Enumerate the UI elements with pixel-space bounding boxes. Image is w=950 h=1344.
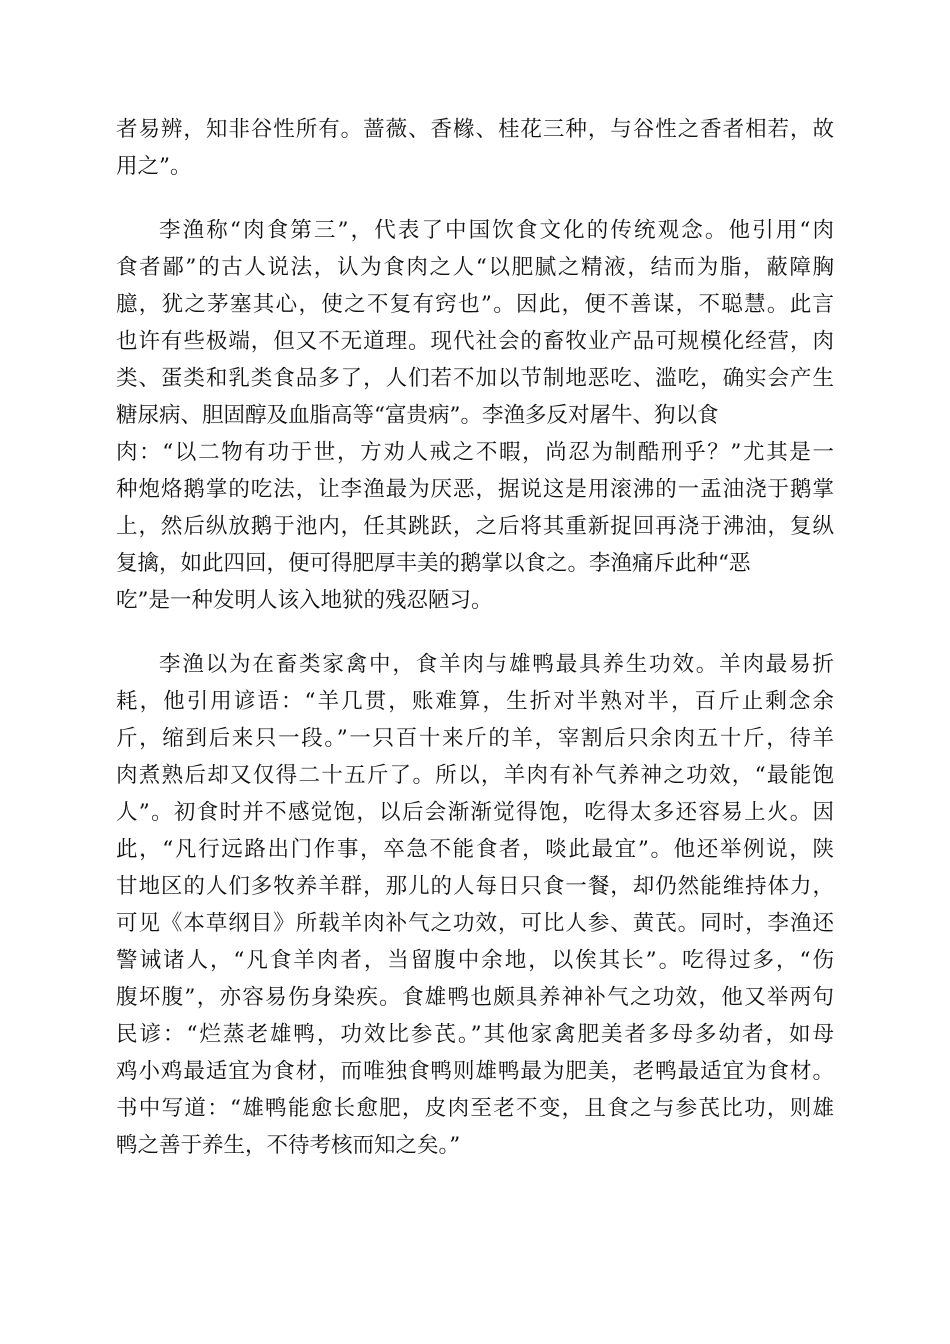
text-line: 用之”。	[116, 154, 192, 179]
text-line: 李渔以为在畜类家禽中，食羊肉与雄鸭最具养生功效。羊肉最易折	[159, 652, 834, 677]
text-line: 上，然后纵放鹅于池内，任其跳跃，之后将其重新捉回再浇于沸油，复纵	[116, 514, 834, 539]
text-line: 斤，缩到后来只一段。”一只百十来斤的羊，宰割后只余肉五十斤，待羊	[116, 726, 834, 751]
text-line: 书中写道：“雄鸭能愈长愈肥，皮肉至老不变，且食之与参芪比功，则雄	[116, 1096, 834, 1121]
text-line: 者易辨，知非谷性所有。蔷薇、香橼、桂花三种，与谷性之香者相若，故	[116, 117, 834, 142]
paragraph-2	[116, 212, 834, 619]
text-line: 肉煮熟后却又仅得二十五斤了。所以，羊肉有补气养神之功效，“最能饱	[116, 763, 834, 788]
text-line: 鸡小鸡最适宜为食材，而唯独食鸭则雄鸭最为肥美，老鸭最适宜为食材。	[116, 1059, 834, 1084]
text-line: 糖尿病、胆固醇及血脂高等“富贵病”。李渔多反对屠牛、狗以食	[116, 403, 719, 428]
text-line: 警诫诸人，“凡食羊肉者，当留腹中余地，以俟其长”。吃得过多，“伤	[116, 948, 834, 973]
text-line: 也许有些极端，但又不无道理。现代社会的畜牧业产品可规模化经营，肉	[116, 329, 834, 354]
document-page	[116, 111, 834, 1191]
text-line: 可见《本草纲目》所载羊肉补气之功效，可比人参、黄芪。同时，李渔还	[116, 911, 834, 936]
text-line: 鸭之善于养生，不待考核而知之矣。”	[116, 1133, 461, 1158]
text-line: 吃”是一种发明人该入地狱的残忍陋习。	[116, 588, 493, 613]
text-line: 李渔称“肉食第三”，代表了中国饮食文化的传统观念。他引用“肉	[159, 218, 834, 243]
text-line: 肉：“以二物有功于世，方劝人戒之不暇，尚忍为制酷刑乎？”尤其是一	[116, 440, 834, 465]
paragraph-3	[116, 646, 834, 1164]
text-line: 此，“凡行远路出门作事，卒急不能食者，啖此最宜”。他还举例说，陕	[116, 837, 834, 862]
text-line: 甘地区的人们多牧养羊群，那儿的人每日只食一餐，却仍然能维持体力，	[116, 874, 834, 899]
text-line: 民谚：“烂蒸老雄鸭，功效比参芪。”其他家禽肥美者多母多幼者，如母	[116, 1022, 834, 1047]
text-line: 腹坏腹”，亦容易伤身染疾。食雄鸭也颇具养神补气之功效，他又举两句	[116, 985, 834, 1010]
text-line: 耗，他引用谚语：“羊几贯，账难算，生折对半熟对半，百斤止剩念余	[116, 689, 834, 714]
text-line: 类、蛋类和乳类食品多了，人们若不加以节制地恶吃、滥吃，确实会产生	[116, 366, 834, 391]
text-line: 人”。初食时并不感觉饱，以后会渐渐觉得饱，吃得太多还容易上火。因	[116, 800, 834, 825]
text-line: 臆，犹之茅塞其心，使之不复有窍也”。因此，便不善谋，不聪慧。此言	[116, 292, 834, 317]
text-line: 种炮烙鹅掌的吃法，让李渔最为厌恶，据说这是用滚沸的一盂油浇于鹅掌	[116, 477, 834, 502]
text-line: 复擒，如此四回，便可得肥厚丰美的鹅掌以食之。李渔痛斥此种“恶	[116, 551, 751, 576]
text-line: 食者鄙”的古人说法，认为食肉之人“以肥腻之精液，结而为脂，蔽障胸	[116, 255, 834, 280]
paragraph-1	[116, 111, 834, 185]
